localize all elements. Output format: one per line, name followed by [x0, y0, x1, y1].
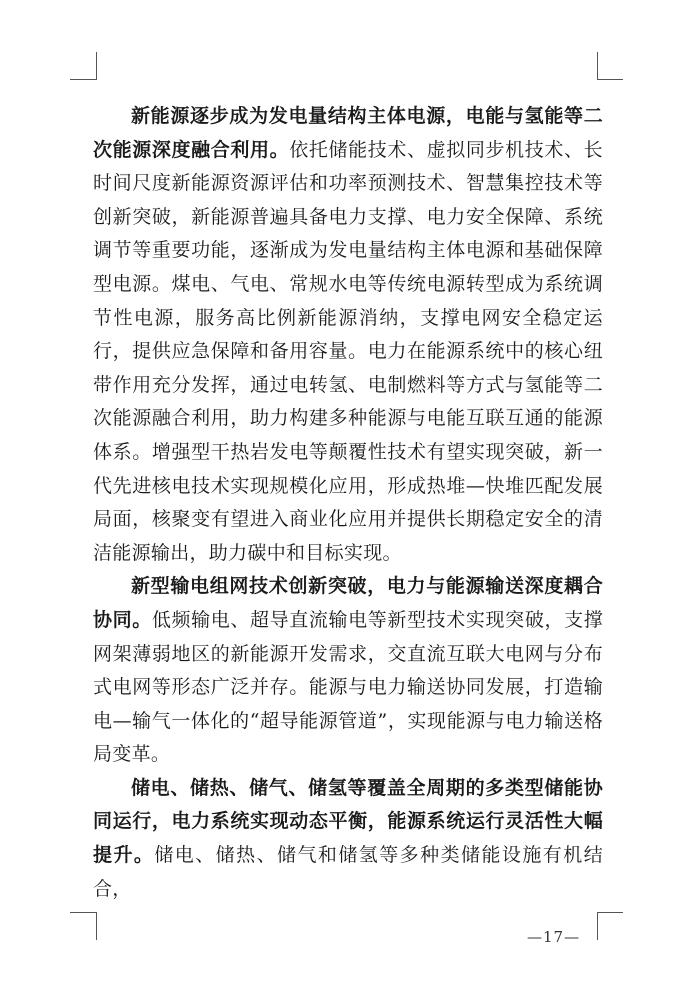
crop-mark-bottom-right-v: [597, 912, 598, 940]
paragraph-storage: [93, 772, 603, 906]
crop-mark-top-right-h: [597, 79, 623, 80]
crop-mark-bottom-left-h: [70, 912, 96, 913]
crop-mark-top-left-v: [96, 52, 97, 80]
paragraph-body: 储电、储热、储气和储氢等多种类储能设施有机结合，: [93, 844, 603, 900]
page-number: —17—: [527, 928, 581, 946]
crop-mark-top-right-v: [597, 52, 598, 80]
paragraph-new-energy: [93, 100, 603, 570]
paragraph-body: 低频输电、超导直流输电等新型技术实现突破，支撑网架薄弱地区的新能源开发需求，交直流互联大电网与分布式电网等形态广泛并存。能源与电力输送协同发展，打造输电—输气一体化的“超导能源管道”，实现能源与电力输送格局变革。: [93, 608, 603, 766]
paragraph-body: 依托储能技术、虚拟同步机技术、长时间尺度新能源资源评估和功率预测技术、智慧集控技术等创新突破，新能源普遍具备电力支撑、电力安全保障、系统调节等重要功能，逐渐成为发电量结构主体电源和基础保障型电源。煤电、气电、常规水电等传统电源转型成为系统调节性电源，服务高比例新能源消纳，支撑电网安全稳定运行，提供应急保障和备用容量。电力在能源系统中的核心纽带作用充分发挥，通过电转氢、电制燃料等方式与氢能等二次能源融合利用，助力构建多种能源与电能互联互通的能源体系。增强型干热岩发电等颠覆性技术有望实现突破，新一代先进核电技术实现规模化应用，形成热堆—快堆匹配发展局面，核聚变有望进入商业化应用并提供长期稳定安全的清洁能源输出，助力碳中和目标实现。: [93, 138, 603, 564]
crop-mark-bottom-right-h: [597, 912, 623, 913]
paragraph-lead: 新能源逐步成为发电量结构主体电源，电能与氢能等二次能源深度融合利用。: [93, 105, 603, 161]
paragraph-lead: 新型输电组网技术创新突破，电力与能源输送深度耦合协同。: [93, 575, 603, 631]
crop-mark-bottom-left-v: [96, 912, 97, 940]
paragraph-transmission: [93, 570, 603, 772]
crop-mark-top-left-h: [70, 79, 96, 80]
document-body: [93, 100, 603, 906]
paragraph-lead: 储电、储热、储气、储氢等覆盖全周期的多类型储能协同运行，电力系统实现动态平衡，能源系统运行灵活性大幅提升。: [93, 776, 603, 867]
